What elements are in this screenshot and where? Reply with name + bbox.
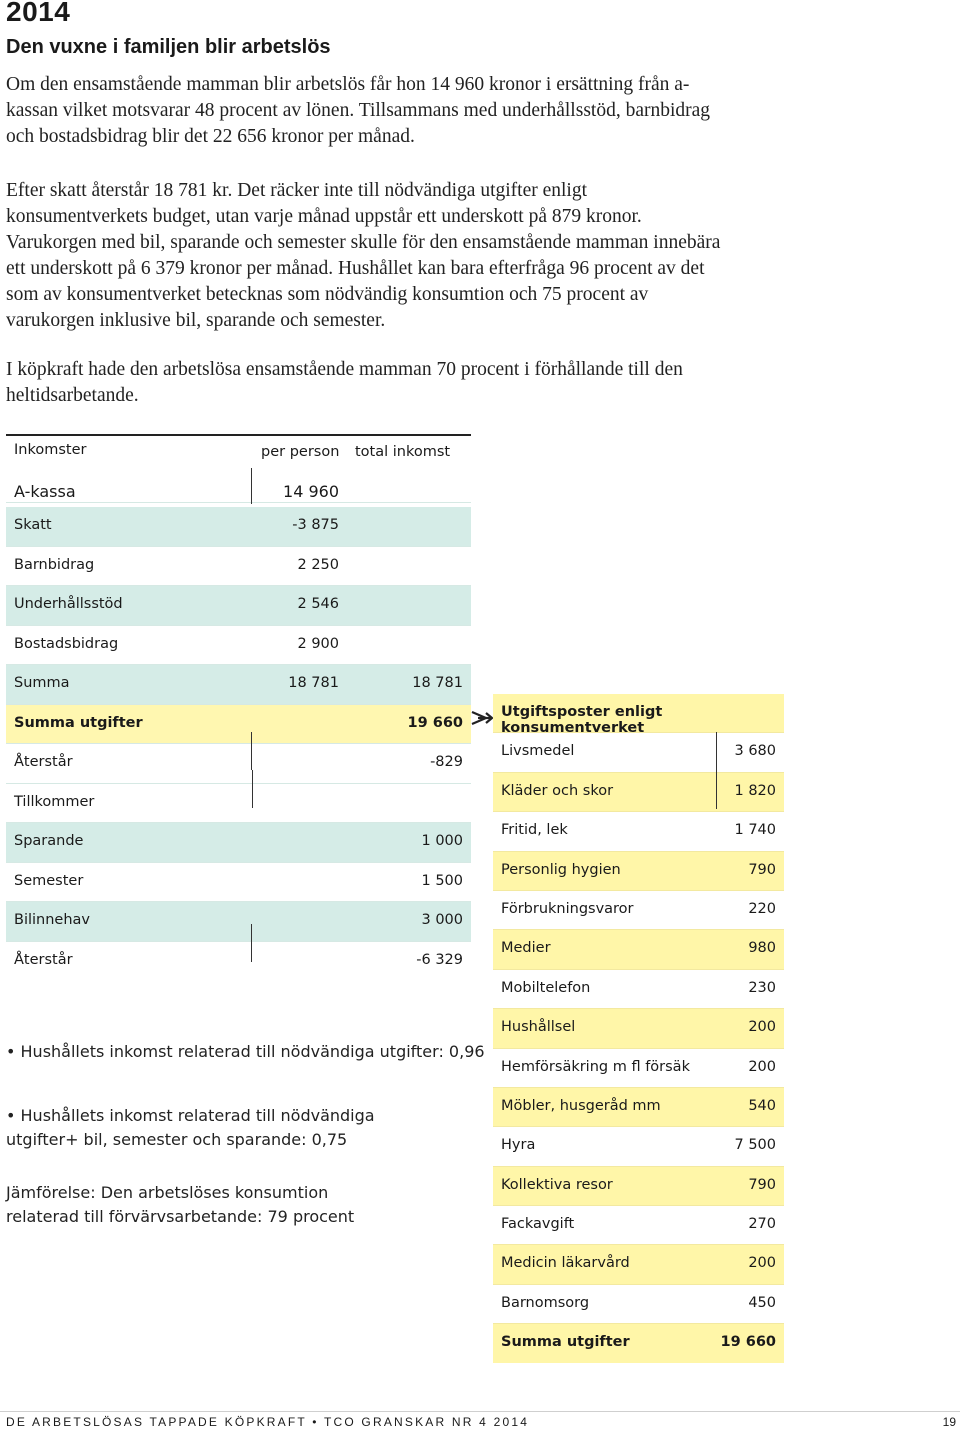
expense-label: Kollektiva resor	[501, 1176, 613, 1193]
expense-value: 200	[748, 1019, 776, 1036]
list-item	[493, 1049, 784, 1088]
header-total-inkomst: total inkomst	[355, 444, 451, 460]
table-row	[6, 665, 471, 705]
expense-label: Hemförsäkring m fl försäk	[501, 1058, 690, 1075]
note-comparison	[6, 1181, 354, 1229]
row-per-person: 18 781	[288, 675, 339, 691]
income-table	[6, 434, 471, 980]
expense-value: 200	[748, 1255, 776, 1272]
expense-value: 19 660	[720, 1334, 776, 1351]
header-per-person: per person	[261, 444, 340, 460]
expense-label: Livsmedel	[501, 743, 575, 760]
row-total: 18 781	[412, 675, 463, 691]
expense-value: 3 680	[734, 743, 776, 760]
list-item	[493, 733, 784, 772]
row-total: 1 000	[421, 833, 463, 849]
expense-title: Utgiftsposter enligt konsumentverket	[501, 704, 663, 736]
arrow-right-icon	[470, 708, 494, 728]
row-label: Summa	[14, 675, 70, 691]
row-total: 1 500	[421, 872, 463, 889]
expense-value: 270	[748, 1216, 776, 1233]
row-per-person: -3 875	[292, 517, 339, 533]
note-line: Jämförelse: Den arbetslöses konsumtion	[6, 1183, 329, 1202]
row-label: Semester	[14, 872, 84, 889]
row-per-person: 14 960	[283, 482, 339, 501]
row-total: -6 329	[416, 951, 463, 968]
table-row	[6, 823, 471, 863]
row-label: Återstår	[14, 951, 73, 968]
expense-label: Medier	[501, 940, 551, 957]
paragraph-1: Om den ensamstående mamman blir arbetslös får hon 14 960 kronor i ersättning från a-kassan vilket motsvarar 48 procent av lönen. Tillsammans med underhållsstöd, barnbidrag och bostadsbidrag blir det 22 656 kronor per månad.	[6, 74, 711, 147]
table-row	[6, 626, 471, 666]
expense-total-row	[493, 1324, 784, 1362]
footer-text: DE ARBETSLÖSAS TAPPADE KÖPKRAFT • TCO GRANSKAR NR 4 2014	[6, 1415, 530, 1429]
row-label: A-kassa	[14, 482, 76, 501]
expense-value: 1 740	[734, 822, 776, 839]
row-per-person: 2 250	[297, 556, 339, 573]
expense-value: 7 500	[734, 1137, 776, 1154]
list-item	[493, 1245, 784, 1284]
page-number: 19	[942, 1415, 956, 1429]
column-divider	[252, 770, 253, 808]
header-inkomster: Inkomster	[14, 442, 87, 458]
expense-label: Möbler, husgeråd mm	[501, 1097, 661, 1114]
row-label: Tillkommer	[14, 793, 95, 810]
note-line: • Hushållets inkomst relaterad till nödvändiga	[6, 1106, 375, 1125]
expense-label: Fackavgift	[501, 1216, 575, 1233]
table-row	[6, 863, 471, 903]
year-heading: 2014	[6, 0, 71, 27]
row-label: Återstår	[14, 754, 73, 770]
list-item	[493, 773, 784, 812]
list-item	[493, 970, 784, 1009]
table-row	[6, 547, 471, 587]
row-label: Summa utgifter	[14, 714, 143, 731]
expense-value: 540	[748, 1097, 776, 1114]
footer-divider	[0, 1411, 960, 1412]
row-per-person: 2 546	[297, 596, 339, 612]
section-title: Den vuxne i familjen blir arbetslös	[6, 36, 331, 58]
expense-value: 200	[748, 1058, 776, 1075]
table-row	[6, 586, 471, 626]
expense-value: 1 820	[734, 782, 776, 799]
list-item	[493, 1009, 784, 1048]
row-total: 19 660	[407, 714, 463, 731]
expense-table	[493, 694, 784, 1363]
list-item	[493, 1167, 784, 1206]
list-item	[493, 852, 784, 891]
expense-value: 980	[748, 940, 776, 957]
column-divider	[716, 732, 717, 809]
expense-value: 220	[748, 900, 776, 917]
list-item	[493, 891, 784, 930]
expense-label: Hushållsel	[501, 1019, 576, 1036]
list-item	[493, 1127, 784, 1166]
note-income-ratio: • Hushållets inkomst relaterad till nödvändiga utgifter: 0,96	[6, 1042, 485, 1061]
expense-label: Medicin läkarvård	[501, 1255, 630, 1272]
note-line: relaterad till förvärvsarbetande: 79 procent	[6, 1207, 355, 1226]
row-label: Barnbidrag	[14, 556, 95, 573]
row-label: Bostadsbidrag	[14, 635, 119, 652]
expense-value: 790	[748, 1176, 776, 1193]
table-row	[6, 470, 471, 503]
expense-label: Förbrukningsvaror	[501, 900, 634, 917]
list-item	[493, 930, 784, 969]
row-label: Bilinnehav	[14, 912, 90, 928]
row-label: Skatt	[14, 517, 52, 533]
list-item	[493, 1285, 784, 1324]
column-divider	[251, 468, 252, 504]
expense-label: Hyra	[501, 1137, 536, 1154]
expense-label: Kläder och skor	[501, 782, 614, 799]
list-item	[493, 1206, 784, 1245]
table-row	[6, 902, 471, 942]
column-divider	[251, 924, 252, 962]
expense-label: Fritid, lek	[501, 822, 568, 839]
expense-value: 790	[748, 861, 776, 878]
paragraph-3: I köpkraft hade den arbetslösa ensamstående mamman 70 procent i förhållande till den heltidsarbetande.	[6, 359, 683, 406]
row-total: -829	[430, 754, 463, 770]
expense-value: 230	[748, 979, 776, 996]
expense-label: Mobiltelefon	[501, 979, 591, 996]
table-row	[6, 784, 471, 824]
table-row-summa-utgifter	[6, 705, 471, 745]
table-row	[6, 744, 471, 784]
list-item	[493, 812, 784, 851]
expense-label: Personlig hygien	[501, 861, 621, 878]
expense-label: Barnomsorg	[501, 1294, 590, 1311]
note-line: utgifter+ bil, semester och sparande: 0,75	[6, 1130, 348, 1149]
income-table-header	[6, 434, 471, 470]
expense-value: 450	[748, 1294, 776, 1311]
expense-table-title	[493, 694, 784, 736]
note-income-ratio-extended	[6, 1104, 375, 1152]
paragraph-2: Efter skatt återstår 18 781 kr. Det räcker inte till nödvändiga utgifter enligt konsumentverkets budget, utan varje månad uppstår ett underskott på 879 kronor. Varukorgen med bil, sparande och semester skulle för den ensamstående mamman innebära ett underskott på 6 379 kronor per månad. Hushållet kan bara efterfråga 96 procent av det som av konsumentverket betecknas som nödvändig konsumtion och 75 procent av varukorgen inklusive bil, sparande och semester.	[6, 180, 721, 331]
row-label: Sparande	[14, 833, 84, 849]
column-divider	[251, 732, 252, 770]
row-label: Underhållsstöd	[14, 596, 123, 612]
table-row	[6, 507, 471, 547]
list-item	[493, 1088, 784, 1127]
table-row	[6, 942, 471, 981]
expense-label: Summa utgifter	[501, 1334, 630, 1351]
row-total: 3 000	[421, 912, 463, 928]
row-per-person: 2 900	[297, 635, 339, 652]
